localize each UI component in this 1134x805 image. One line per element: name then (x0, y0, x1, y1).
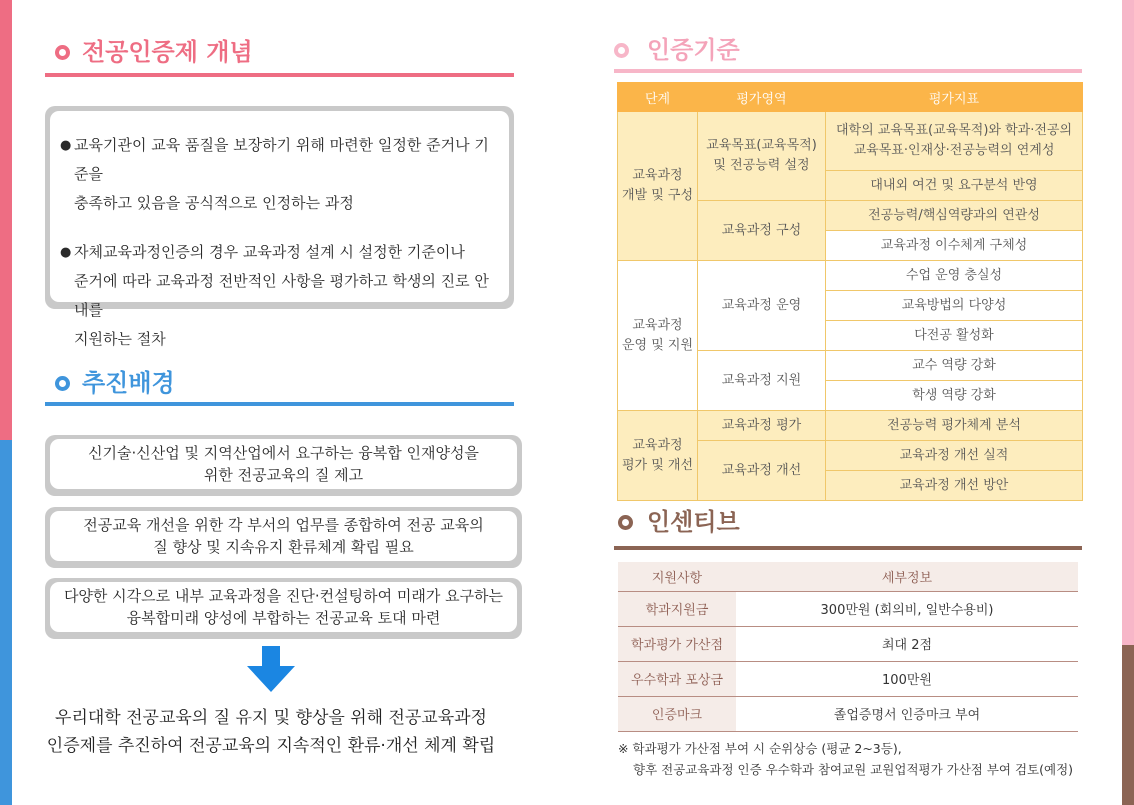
criteria-stage-cell: 교육과정 운영 및 지원 (618, 261, 698, 411)
incentive-table (618, 562, 1078, 732)
criteria-area-cell: 교육과정 지원 (698, 351, 826, 411)
background-box (45, 578, 522, 639)
background-box-line: 질 향상 및 지속유지 환류체계 확립 필요 (153, 538, 414, 556)
criteria-header-cell: 단계 (618, 83, 698, 112)
incentive-detail-cell: 최대 2점 (736, 626, 1078, 661)
criteria-title: 인증기준 (647, 36, 740, 64)
right-edge-gap (1112, 0, 1122, 805)
background-conclusion (30, 704, 512, 760)
incentive-label-cell: 학과평가 가산점 (618, 626, 736, 661)
background-box-line: 융복합미래 양성에 부합하는 전공교육 토대 마련 (126, 609, 441, 627)
background-box (45, 507, 522, 568)
concept-underline (45, 73, 514, 77)
criteria-area-cell: 교육과정 개선 (698, 441, 826, 501)
background-box-line: 위한 전공교육의 질 제고 (203, 466, 364, 484)
criteria-stage-cell: 교육과정 개발 및 구성 (618, 112, 698, 261)
ring-bullet-icon (55, 376, 70, 391)
criteria-indicator-cell: 학생 역량 강화 (826, 381, 1083, 411)
incentive-title: 인센티브 (647, 508, 740, 536)
concept-title: 전공인증제 개념 (82, 38, 253, 66)
criteria-area-cell: 교육과정 운영 (698, 261, 826, 351)
criteria-heading (614, 38, 740, 62)
incentive-label-cell: 인증마크 (618, 696, 736, 731)
bullet-dot-icon: ● (60, 138, 72, 153)
concept-bullet-line: 준거에 따라 교육과정 전반적인 사항을 평가하고 학생의 진로 안내를 (74, 272, 489, 319)
conclusion-line: 우리대학 전공교육의 질 유지 및 향상을 위해 전공교육과정 (55, 708, 487, 728)
left-edge-blue-bar (0, 440, 12, 805)
criteria-indicator-cell: 대내외 여건 및 요구분석 반영 (826, 171, 1083, 201)
down-arrow-icon (245, 646, 297, 694)
incentive-note (618, 738, 1073, 780)
concept-bullet-line: 자체교육과정인증의 경우 교육과정 설계 시 설정한 기준이나 (74, 243, 465, 261)
criteria-indicator-cell: 교육방법의 다양성 (826, 291, 1083, 321)
incentive-heading (618, 510, 740, 534)
criteria-indicator-cell: 대학의 교육목표(교육목적)와 학과·전공의 교육목표·인재상·전공능력의 연계성 (826, 112, 1083, 171)
note-line: 향후 전공교육과정 인증 우수학과 참여교원 교원업적평가 가산점 부여 검토(예정) (633, 762, 1074, 777)
criteria-stage-cell: 교육과정 평가 및 개선 (618, 411, 698, 501)
criteria-table (617, 82, 1083, 501)
criteria-indicator-cell: 전공능력 평가체계 분석 (826, 411, 1083, 441)
criteria-indicator-cell: 다전공 활성화 (826, 321, 1083, 351)
criteria-indicator-cell: 교육과정 개선 실적 (826, 441, 1083, 471)
criteria-indicator-cell: 수업 운영 충실성 (826, 261, 1083, 291)
background-heading (55, 371, 175, 395)
incentive-header-cell: 지원사항 (618, 562, 736, 591)
criteria-area-cell: 교육과정 구성 (698, 201, 826, 261)
criteria-area-cell: 교육과정 평가 (698, 411, 826, 441)
concept-bullet (60, 131, 499, 218)
concept-bullet-line: 지원하는 절차 (74, 330, 166, 348)
ring-bullet-icon (614, 43, 629, 58)
incentive-detail-cell: 졸업증명서 인증마크 부여 (736, 696, 1078, 731)
bullet-dot-icon: ● (60, 245, 72, 260)
background-title: 추진배경 (82, 369, 175, 397)
incentive-header-cell: 세부정보 (736, 562, 1078, 591)
criteria-header-cell: 평가영역 (698, 83, 826, 112)
incentive-label-cell: 우수학과 포상금 (618, 661, 736, 696)
note-line: ※ 학과평가 가산점 부여 시 순위상승 (평균 2~3등), (618, 741, 902, 756)
criteria-indicator-cell: 교육과정 이수체계 구체성 (826, 231, 1083, 261)
criteria-indicator-cell: 전공능력/핵심역량과의 연관성 (826, 201, 1083, 231)
criteria-header-cell: 평가지표 (826, 83, 1083, 112)
incentive-detail-cell: 100만원 (736, 661, 1078, 696)
concept-heading (55, 40, 253, 64)
background-box-line: 신기술·신산업 및 지역산업에서 요구하는 융복합 인재양성을 (88, 444, 479, 462)
concept-bullet-line: 충족하고 있음을 공식적으로 인정하는 과정 (74, 194, 354, 212)
criteria-indicator-cell: 교육과정 개선 방안 (826, 471, 1083, 501)
criteria-underline (614, 69, 1082, 73)
background-underline (45, 402, 514, 406)
concept-box (45, 106, 514, 348)
criteria-area-cell: 교육목표(교육목적) 및 전공능력 설정 (698, 112, 826, 201)
ring-bullet-icon (618, 515, 633, 530)
background-box-line: 전공교육 개선을 위한 각 부서의 업무를 종합하여 전공 교육의 (83, 516, 484, 534)
right-edge-pink-bar (1122, 0, 1134, 645)
incentive-label-cell: 학과지원금 (618, 591, 736, 626)
left-edge-pink-bar (0, 0, 12, 440)
incentive-detail-cell: 300만원 (회의비, 일반수용비) (736, 591, 1078, 626)
right-edge-brown-bar (1122, 645, 1134, 805)
conclusion-line: 인증제를 추진하여 전공교육의 지속적인 환류·개선 체계 확립 (46, 736, 496, 756)
criteria-indicator-cell: 교수 역량 강화 (826, 351, 1083, 381)
incentive-underline (614, 546, 1082, 550)
concept-bullet (60, 238, 499, 354)
background-box-line: 다양한 시각으로 내부 교육과정을 진단·컨설팅하여 미래가 요구하는 (63, 587, 504, 605)
background-box (45, 435, 522, 496)
concept-bullet-line: 교육기관이 교육 품질을 보장하기 위해 마련한 일정한 준거나 기준을 (74, 136, 489, 183)
ring-bullet-icon (55, 45, 70, 60)
